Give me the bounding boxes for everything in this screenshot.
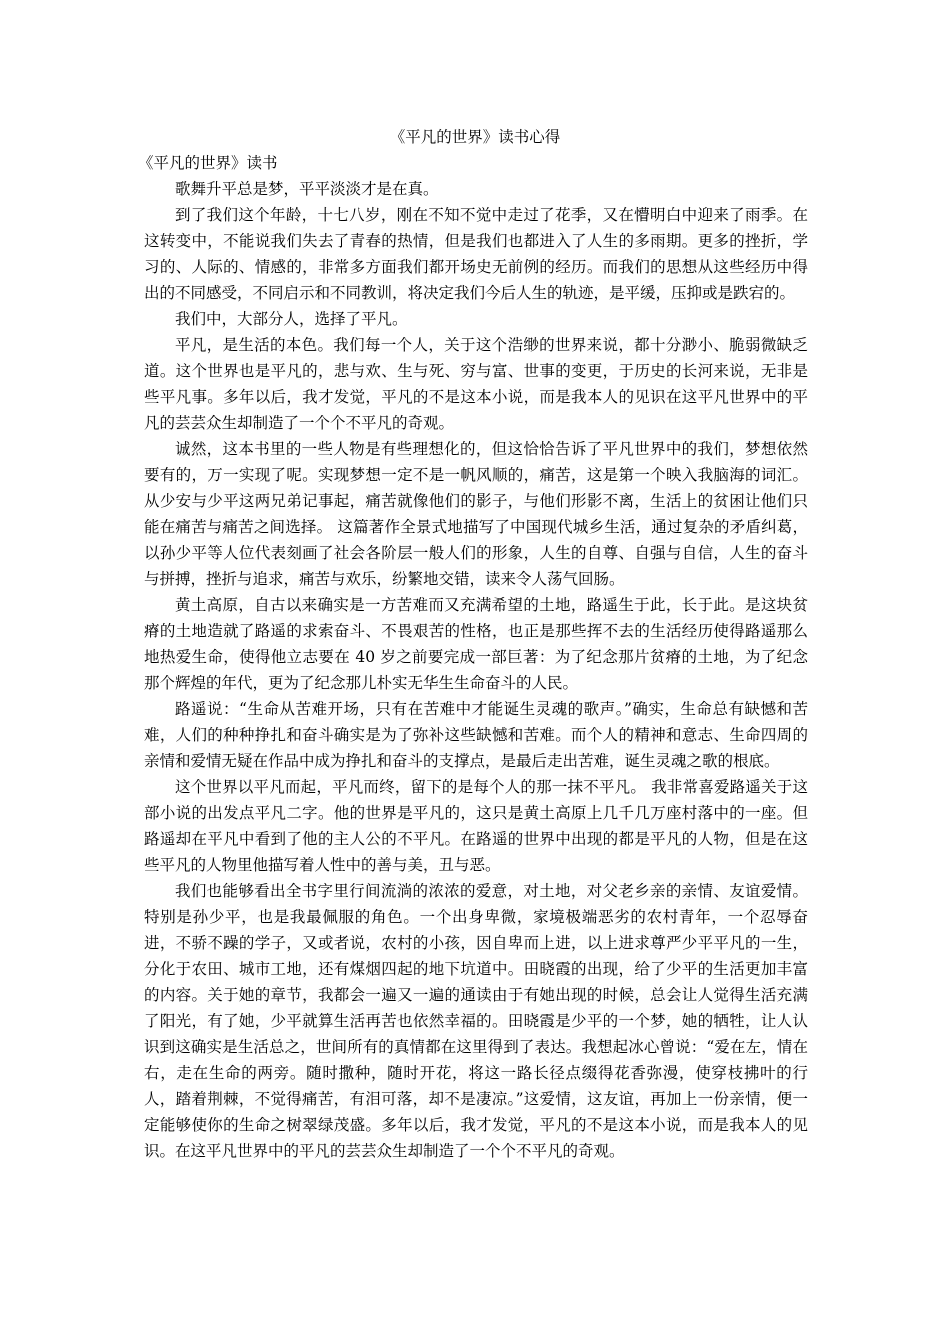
document-title: 《平凡的世界》读书心得	[389, 128, 561, 146]
document-body	[144, 176, 808, 1164]
paragraph: 这个世界以平凡而起，平凡而终，留下的是每个人的那一抹不平凡。 我非常喜爱路遥关于这部小说的出发点平凡二字。他的世界是平凡的，这只是黄土高原上几千几万座村落中的一座。但路遥却在平凡中看到了他的主人公的不平凡。在路遥的世界中出现的都是平凡的人物，但是在这些平凡的人物里他描写着人性中的善与美，丑与恶。	[144, 778, 808, 874]
paragraph: 路遥说：“生命从苦难开场，只有在苦难中才能诞生灵魂的歌声。”确实，生命总有缺憾和苦难，人们的种种挣扎和奋斗确实是为了弥补这些缺憾和苦难。而个人的精神和意志、生命四周的亲情和爱情无疑在作品中成为挣扎和奋斗的支撑点，是最后走出苦难，诞生灵魂之歌的根底。	[144, 700, 808, 770]
paragraph: 平凡，是生活的本色。我们每一个人，关于这个浩缈的世界来说，都十分渺小、脆弱微缺乏道。这个世界也是平凡的，悲与欢、生与死、穷与富、世事的变更，于历史的长河来说，无非是些平凡事。多年以后，我才发觉，平凡的不是这本小说，而是我本人的见识在这平凡世界中的平凡的芸芸众生却制造了一个个不平凡的奇观。	[144, 336, 808, 432]
document-subtitle: 《平凡的世界》读书	[138, 154, 278, 172]
paragraph: 歌舞升平总是梦，平平淡淡才是在真。	[175, 180, 439, 198]
paragraph: 我们也能够看出全书字里行间流淌的浓浓的爱意，对土地，对父老乡亲的亲情、友谊爱情。特别是孙少平，也是我最佩服的角色。一个出身卑微，家境极端恶劣的农村青年，一个忍辱奋进，不骄不躁的学子，又或者说，农村的小孩，因自卑而上进，以上进求尊严少平平凡的一生，分化于农田、城市工地，还有煤烟四起的地下坑道中。田晓霞的出现，给了少平的生活更加丰富的内容。关于她的章节，我都会一遍又一遍的通读由于有她出现的时候，总会让人觉得生活充满了阳光，有了她，少平就算生活再苦也依然幸福的。田晓霞是少平的一个梦，她的牺牲，让人认识到这确实是生活总之，世间所有的真情都在这里得到了表达。我想起冰心曾说：“爱在左，情在右，走在生命的两旁。随时撒种，随时开花，将这一路长径点缀得花香弥漫，使穿枝拂叶的行人，踏着荆棘，不觉得痛苦，有泪可落，却不是凄凉。”这爱情，这友谊，再加上一份亲情，便一定能够使你的生命之树翠绿茂盛。多年以后，我才发觉，平凡的不是这本小说，而是我本人的见识。在这平凡世界中的平凡的芸芸众生却制造了一个个不平凡的奇观。	[144, 882, 808, 1160]
paragraph: 诚然，这本书里的一些人物是有些理想化的，但这恰恰告诉了平凡世界中的我们，梦想依然要有的，万一实现了呢。实现梦想一定不是一帆风顺的，痛苦，这是第一个映入我脑海的词汇。从少安与少平这两兄弟记事起，痛苦就像他们的影子，与他们形影不离，生活上的贫困让他们只能在痛苦与痛苦之间选择。 这篇著作全景式地描写了中国现代城乡生活，通过复杂的矛盾纠葛，以孙少平等人位代表刻画了社会各阶层一般人们的形象，人生的自尊、自强与自信，人生的奋斗与拼搏，挫折与追求，痛苦与欢乐，纷繁地交错，读来令人荡气回肠。	[144, 440, 808, 588]
paragraph: 我们中，大部分人，选择了平凡。	[175, 310, 408, 328]
paragraph: 到了我们这个年龄，十七八岁，刚在不知不觉中走过了花季，又在懵明白中迎来了雨季。在这转变中，不能说我们失去了青春的热情，但是我们也都进入了人生的多雨期。更多的挫折，学习的、人际的、情感的，非常多方面我们都开场史无前例的经历。而我们的思想从这些经历中得出的不同感受，不同启示和不同教训，将决定我们今后人生的轨迹，是平缓，压抑或是跌宕的。	[144, 206, 808, 302]
paragraph: 黄土高原，自古以来确实是一方苦难而又充满希望的土地，路遥生于此，长于此。是这块贫瘠的土地造就了路遥的求索奋斗、不畏艰苦的性格，也正是那些挥不去的生活经历使得路遥那么地热爱生命，使得他立志要在 40 岁之前要完成一部巨著：为了纪念那片贫瘠的土地，为了纪念那个辉煌的年代，更为了纪念那儿朴实无华生生命奋斗的人民。	[144, 596, 808, 692]
